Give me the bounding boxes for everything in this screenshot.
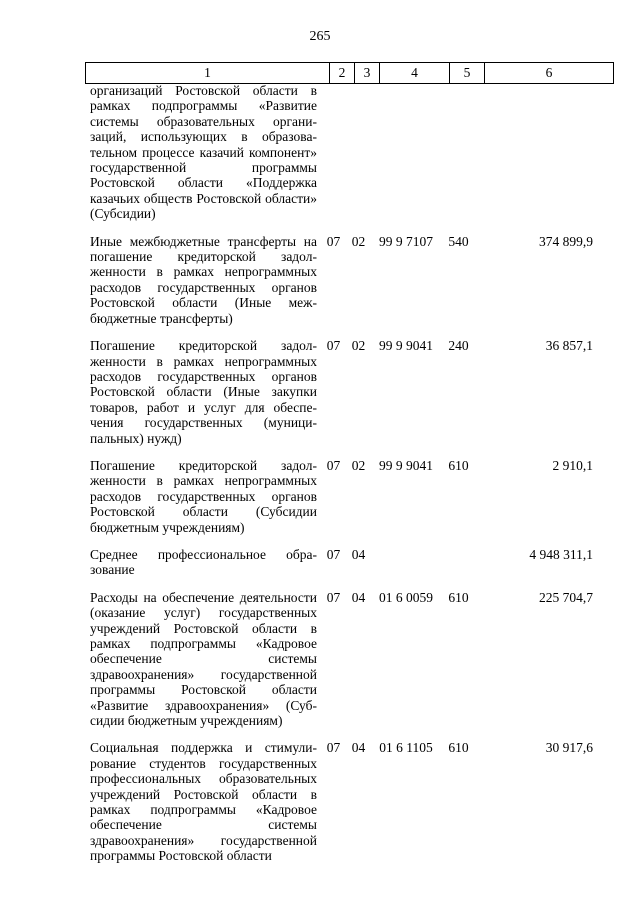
target-item-code: 99 9 9041 (379, 457, 433, 473)
expense-type-code: 610 (448, 457, 469, 473)
amount: 374 899,9 (539, 233, 593, 249)
target-item-code: 01 6 0059 (379, 589, 433, 605)
amount: 36 857,1 (545, 338, 593, 354)
subsection-code (346, 83, 371, 222)
subsection-code: 04 (351, 740, 366, 756)
expense-type-code: 540 (448, 233, 469, 249)
column-header-4: 4 (380, 63, 450, 84)
subsection-code: 02 (351, 457, 366, 473)
subsection-code: 02 (351, 233, 366, 249)
expense-type-code: 240 (448, 338, 469, 354)
table-row (85, 458, 615, 535)
column-header-6: 6 (485, 63, 614, 84)
table-row (85, 590, 615, 729)
expense-name: Среднее профессиональное образование (90, 546, 317, 578)
expense-name: Погашение кредиторской задолженности в рамках непрограммных расходов государственных органов Ростовской области (Субсидии бюджетным учреждениям) (90, 457, 317, 535)
amount: 2 910,1 (552, 457, 593, 473)
section-code: 07 (326, 233, 341, 249)
section-code (321, 83, 346, 222)
table-row (85, 234, 615, 326)
table-row (85, 338, 615, 446)
table-row (85, 740, 615, 863)
table-row (85, 83, 615, 222)
amount: 225 704,7 (539, 589, 593, 605)
expense-name: Расходы на обеспечение деятельности (оказание услуг) государственных учреждений Ростовской области в рамках подпрограммы «Кадровое обеспечение системы здравоохранения» государственной программы Ростовской области «Развитие здравоохранения» (Субсидии бюджетным учреждениям) (90, 589, 317, 729)
amount: 30 917,6 (545, 740, 593, 756)
budget-table-body (85, 83, 615, 876)
column-header-1: 1 (86, 63, 330, 84)
column-header-3: 3 (355, 63, 380, 84)
section-code: 07 (326, 740, 341, 756)
subsection-code: 04 (351, 546, 366, 562)
column-header-table (85, 62, 614, 84)
expense-type-code (441, 547, 476, 578)
expense-name: Социальная поддержка и стимулирование студентов государственных профессиональных образовательных учреждений Ростовской области в рамках подпрограммы «Кадровое обеспечение системы здравоохранения» государственной программы Ростовской области (90, 740, 317, 864)
expense-name: Иные межбюджетные трансферты на погашение кредиторской задолженности в рамках непрограммных расходов государственных органов Ростовской области (Иные межбюджетные трансферты) (90, 233, 317, 326)
target-item-code: 01 6 1105 (379, 740, 433, 756)
column-header-2: 2 (330, 63, 355, 84)
subsection-code: 02 (351, 338, 366, 354)
expense-name: организаций Ростовской области в рамках подпрограммы «Развитие системы образовательных организаций, использующих в образовательном процессе казачий компонент» государственной программы Ростовской области «Поддержка казачьих обществ Ростовской области» (Субсидии) (90, 83, 317, 222)
target-item-code: 99 9 9041 (379, 338, 433, 354)
section-code: 07 (326, 589, 341, 605)
expense-type-code (441, 83, 476, 222)
amount (476, 83, 605, 222)
section-code: 07 (326, 457, 341, 473)
expense-type-code: 610 (448, 740, 469, 756)
table-row (85, 547, 615, 578)
subsection-code: 04 (351, 589, 366, 605)
expense-name: Погашение кредиторской задолженности в рамках непрограммных расходов государственных органов Ростовской области (Иные закупки товаров, работ и услуг для обеспечения государственных (муниципальных) нужд) (90, 338, 317, 446)
section-code: 07 (326, 338, 341, 354)
target-item-code (371, 547, 441, 578)
section-code: 07 (326, 546, 341, 562)
amount: 4 948 311,1 (529, 546, 593, 562)
column-header-5: 5 (450, 63, 485, 84)
column-header-row (86, 63, 614, 84)
expense-type-code: 610 (448, 589, 469, 605)
page-number: 265 (309, 29, 331, 44)
target-item-code (371, 83, 441, 222)
target-item-code: 99 9 7107 (379, 233, 433, 249)
